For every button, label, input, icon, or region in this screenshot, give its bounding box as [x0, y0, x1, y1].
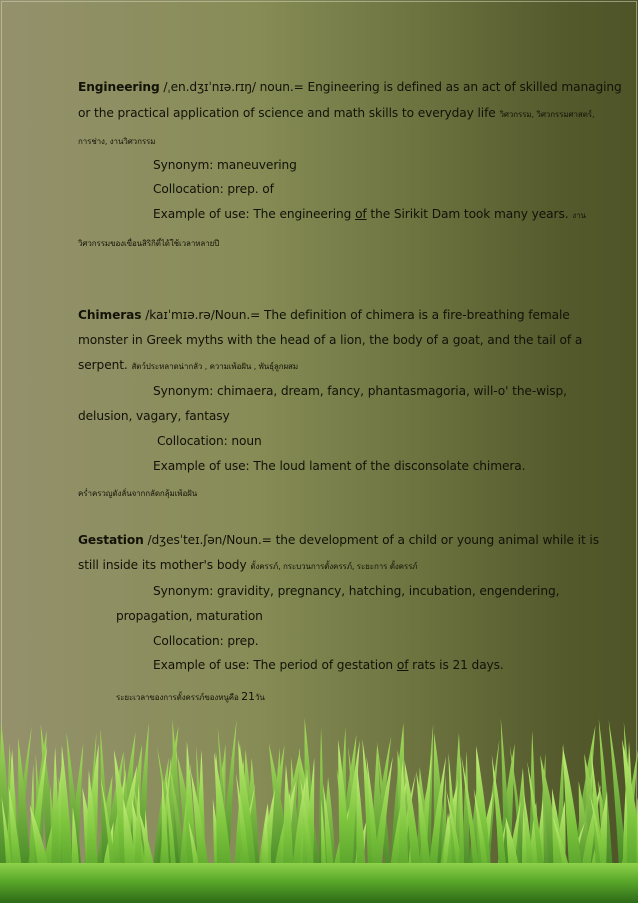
definition-text: /ˌen.dʒɪˈnɪə.rɪŋ/ noun.= Engineering is defined as an act of skilled managing — [159, 80, 622, 94]
grass-decoration — [0, 713, 638, 903]
synonym-line: Synonym: gravidity, pregnancy, hatching, incubation, engendering, — [153, 584, 560, 598]
thai-translation: ระยะเวลาของการตั้งครรภ์ของหนูคือ — [116, 693, 242, 702]
thai-translation: วัน — [254, 693, 265, 702]
example-line — [153, 658, 504, 672]
entry-headline — [78, 533, 599, 547]
definition-line — [78, 358, 298, 373]
definition-line: monster in Greek myths with the head of a lion, the body of a goat, and the tail of a — [78, 333, 583, 347]
example-underlined: of — [355, 207, 367, 221]
example-text: rats is 21 days. — [408, 658, 504, 672]
example-line — [153, 207, 586, 222]
thai-number: 21 — [241, 690, 255, 703]
headword: Engineering — [78, 80, 160, 94]
synonym-line-cont: propagation, maturation — [116, 609, 263, 623]
collocation-line: Collocation: noun — [157, 434, 262, 448]
example-text: Example of use: The engineering — [153, 207, 356, 221]
synonym-line: Synonym: chimaera, dream, fancy, phantasmagoria, will-o' the-wisp, — [153, 384, 567, 398]
example-text: Example of use: The period of gestation — [153, 658, 397, 672]
thai-translation: คร่ำครวญดังลั่นจากกลัดกลุ้มเพ้อฝัน — [78, 489, 198, 498]
definition-text: still inside its mother's body — [78, 558, 251, 572]
example-text: the Sirikit Dam took many years. — [366, 207, 573, 221]
collocation-line: Collocation: prep. of — [153, 182, 274, 196]
synonym-line: Synonym: maneuvering — [153, 158, 297, 172]
definition-text: /dʒesˈteɪ.ʃən/Noun.= the development of a child or young animal while it is — [143, 533, 599, 547]
thai-example-line — [116, 689, 265, 704]
thai-translation: วิศวกรรมของเขื่อนสิริกิติ์ได้ใช้เวลาหลายปี — [78, 239, 220, 248]
entry-headline — [78, 80, 622, 94]
thai-translation: งาน — [572, 211, 586, 220]
thai-translation: ตั้งครรภ์, กระบวนการตั้งครรภ์, ระยะการ ตั้งครรภ์ — [250, 562, 418, 571]
definition-text: serpent. — [78, 358, 132, 372]
example-underlined: of — [396, 658, 409, 672]
definition-line — [78, 106, 594, 121]
example-line: Example of use: The loud lament of the disconsolate chimera. — [153, 459, 526, 473]
grass-ground — [0, 863, 638, 903]
collocation-line: Collocation: prep. — [153, 634, 259, 648]
definition-text: or the practical application of science and math skills to everyday life — [78, 106, 500, 120]
headword: Gestation — [78, 533, 144, 547]
thai-translation: สัตว์ประหลาดน่ากลัว , ความเพ้อฝัน , พันธุ์ลูกผสม — [131, 362, 299, 371]
thai-translation: วิศวกรรม, วิศวกรรมศาสตร์, — [499, 110, 595, 119]
synonym-line-cont: delusion, vagary, fantasy — [78, 409, 230, 423]
definition-line — [78, 558, 417, 573]
definition-text: /kaɪˈmɪə.rə/Noun.= The definition of chimera is a fire-breathing female — [141, 308, 570, 322]
thai-translation: การช่าง, งานวิศวกรรม — [78, 137, 156, 146]
headword: Chimeras — [78, 308, 142, 322]
entry-headline — [78, 308, 570, 322]
